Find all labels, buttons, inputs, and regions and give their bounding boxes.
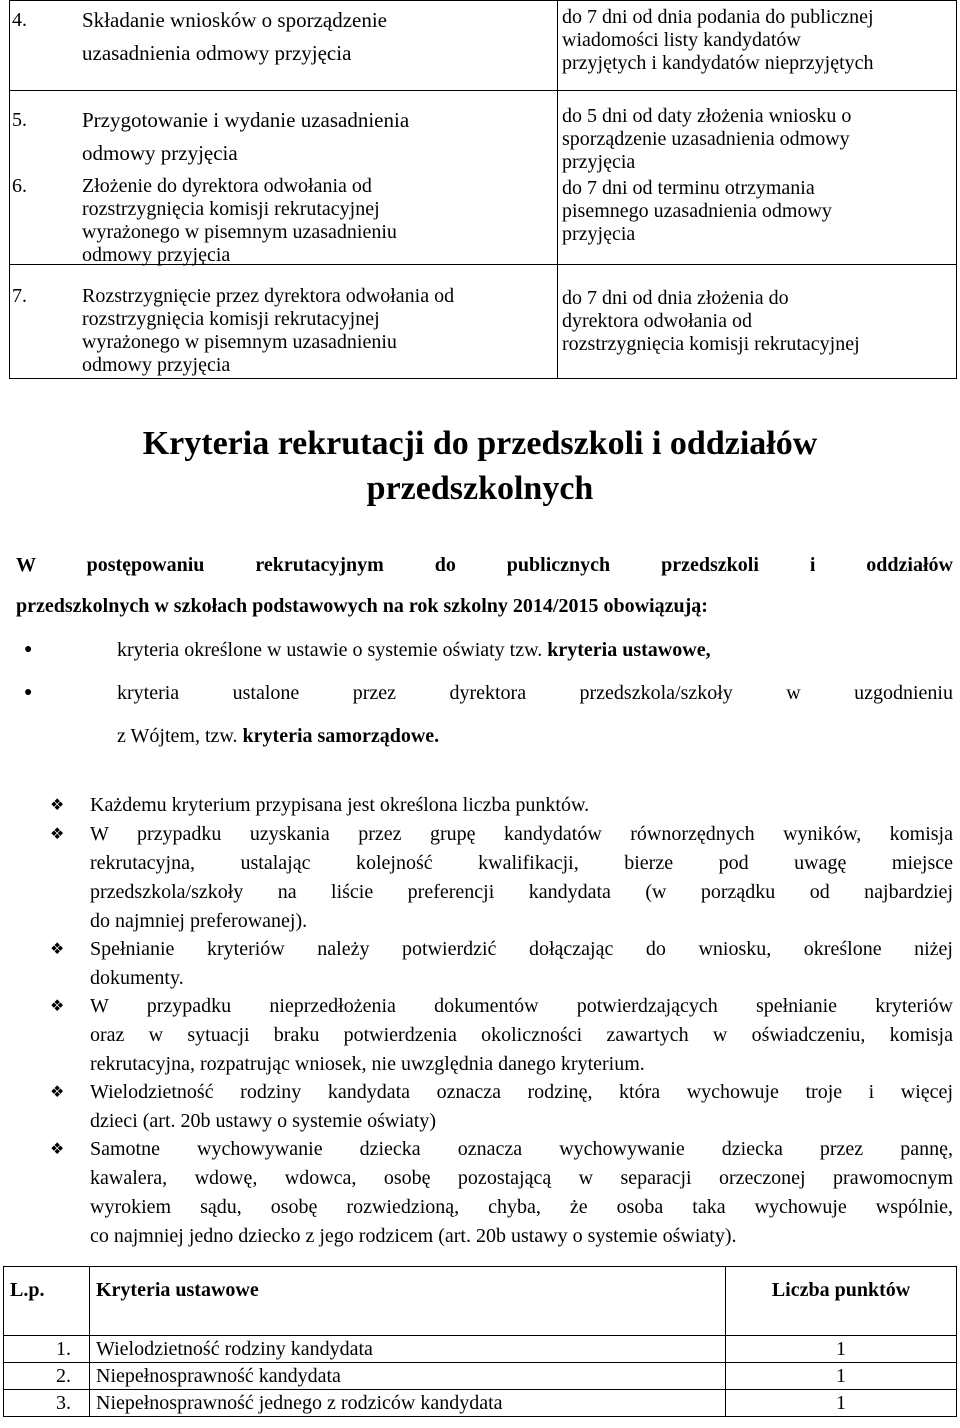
bullet-2-line-2 bbox=[117, 724, 439, 748]
row6-deadline-3: przyjęcia bbox=[562, 223, 636, 245]
rule-2-line-3: przedszkola/szkoły na liście preferencji kandydata (w porządku od najbardziej bbox=[90, 881, 953, 903]
header-criteria: Kryteria ustawowe bbox=[90, 1267, 726, 1336]
row4-num: 4. bbox=[12, 9, 27, 31]
rule-3-line-2: dokumenty. bbox=[90, 967, 184, 989]
row4-deadline-3: przyjętych i kandydatów nieprzyjętych bbox=[562, 52, 874, 74]
row7-action-1: Rozstrzygnięcie przez dyrektora odwołania od bbox=[82, 285, 455, 307]
schedule-table bbox=[9, 0, 957, 379]
rule-4-line-2: oraz w sytuacji braku potwierdzenia okoliczności zawartych w oświadczeniu, komisja bbox=[90, 1024, 953, 1046]
row4-deadline-1: do 7 dni od dnia podania do publicznej bbox=[562, 6, 874, 28]
rule-6-line-4: co najmniej jedno dziecko z jego rodzicem (art. 20b ustawy o systemie oświaty). bbox=[90, 1225, 737, 1247]
row4-action-1: Składanie wniosków o sporządzenie bbox=[82, 8, 388, 32]
row6-num: 6. bbox=[12, 175, 27, 197]
row7-deadline-1: do 7 dni od dnia złożenia do bbox=[562, 287, 789, 309]
rule-2-line-1: W przypadku uzyskania przez grupę kandydatów równorzędnych wyników, komisja bbox=[90, 823, 953, 845]
diamond-icon: ❖ bbox=[50, 795, 65, 814]
diamond-icon: ❖ bbox=[50, 1082, 65, 1101]
row5-deadline-2: sporządzenie uzasadnienia odmowy bbox=[562, 128, 850, 150]
row6-action-4: odmowy przyjęcia bbox=[82, 244, 231, 266]
bullet-2-text: z Wójtem, tzw. bbox=[117, 725, 243, 747]
rule-4-line-1: W przypadku nieprzedłożenia dokumentów potwierdzających spełnianie kryteriów bbox=[90, 995, 953, 1017]
bullet-1 bbox=[117, 638, 711, 662]
table-row bbox=[4, 1390, 957, 1417]
table-row bbox=[4, 1336, 957, 1363]
bullet-1-text: kryteria określone w ustawie o systemie oświaty tzw. bbox=[117, 639, 548, 661]
row-points: 1 bbox=[726, 1363, 957, 1390]
bullet-icon: ● bbox=[24, 642, 33, 657]
criteria-table bbox=[3, 1266, 957, 1417]
intro-line-1: W postępowaniu rekrutacyjnym do publicznych przedszkoli i oddziałów bbox=[16, 554, 953, 576]
header-points: Liczba punktów bbox=[726, 1267, 957, 1336]
page-title-line-1: Kryteria rekrutacji do przedszkoli i oddziałów bbox=[142, 425, 818, 462]
row-criterion: Wielodzietność rodziny kandydata bbox=[90, 1336, 726, 1363]
row4-deadline-2: wiadomości listy kandydatów bbox=[562, 29, 801, 51]
row7-action-2: rozstrzygnięcia komisji rekrutacyjnej bbox=[82, 308, 380, 330]
row6-action-2: rozstrzygnięcia komisji rekrutacyjnej bbox=[82, 198, 380, 220]
row-criterion: Niepełnosprawność jednego z rodziców kandydata bbox=[90, 1390, 726, 1417]
rule-4-line-3: rekrutacyjna, rozpatrując wniosek, nie uwzględnia danego kryterium. bbox=[90, 1053, 645, 1075]
row-lp: 2. bbox=[4, 1363, 90, 1390]
row6-deadline-2: pisemnego uzasadnienia odmowy bbox=[562, 200, 832, 222]
row7-deadline-3: rozstrzygnięcia komisji rekrutacyjnej bbox=[562, 333, 860, 355]
rule-2-line-2: rekrutacyjna, ustalając kolejność kwalifikacji, bierze pod uwagę miejsce bbox=[90, 852, 953, 874]
diamond-icon: ❖ bbox=[50, 939, 65, 958]
row7-deadline-2: dyrektora odwołania od bbox=[562, 310, 752, 332]
table-row bbox=[4, 1363, 957, 1390]
rule-6-line-2: kawalera, wdowę, wdowca, osobę pozostającą w separacji orzeczonej prawomocnym bbox=[90, 1167, 953, 1189]
rule-1-line-1: Każdemu kryterium przypisana jest określona liczba punktów. bbox=[90, 794, 590, 816]
row7-action-3: wyrażonego w pisemnym uzasadnieniu bbox=[82, 331, 397, 353]
rule-3-line-1: Spełnianie kryteriów należy potwierdzić dołączając do wniosku, określone niżej bbox=[90, 938, 953, 960]
diamond-icon: ❖ bbox=[50, 824, 65, 843]
rule-2-line-4: do najmniej preferowanej). bbox=[90, 910, 308, 932]
row6-action-3: wyrażonego w pisemnym uzasadnieniu bbox=[82, 221, 397, 243]
criteria-table-header bbox=[4, 1267, 957, 1336]
row7-num: 7. bbox=[12, 285, 27, 307]
rule-6-line-3: wyrokiem sądu, osobę rozwiedzioną, chyba, że osoba taka wychowuje wspólnie, bbox=[90, 1196, 953, 1218]
bullet-2-line-1: kryteria ustalone przez dyrektora przedszkola/szkoły w uzgodnieniu bbox=[117, 682, 953, 704]
intro-line-2: przedszkolnych w szkołach podstawowych na rok szkolny 2014/2015 obowiązują: bbox=[16, 595, 708, 617]
header-lp: L.p. bbox=[4, 1267, 90, 1336]
row-criterion: Niepełnosprawność kandydata bbox=[90, 1363, 726, 1390]
row6-action-1: Złożenie do dyrektora odwołania od bbox=[82, 175, 372, 197]
diamond-icon: ❖ bbox=[50, 1139, 65, 1158]
row5-deadline-1: do 5 dni od daty złożenia wniosku o bbox=[562, 105, 852, 127]
bullet-2-bold: kryteria samorządowe. bbox=[242, 725, 440, 747]
row5-num: 5. bbox=[12, 109, 27, 131]
bullet-icon: ● bbox=[24, 685, 33, 700]
rule-5-line-2: dzieci (art. 20b ustawy o systemie oświaty) bbox=[90, 1110, 437, 1132]
row5-deadline-3: przyjęcia bbox=[562, 151, 636, 173]
row-lp: 1. bbox=[4, 1336, 90, 1363]
row-points: 1 bbox=[726, 1390, 957, 1417]
diamond-icon: ❖ bbox=[50, 996, 65, 1015]
rule-6-line-1: Samotne wychowywanie dziecka oznacza wychowywanie dziecka przez pannę, bbox=[90, 1138, 953, 1160]
row-points: 1 bbox=[726, 1336, 957, 1363]
row-lp: 3. bbox=[4, 1390, 90, 1417]
page-title-line-2: przedszkolnych bbox=[366, 470, 594, 507]
row7-action-4: odmowy przyjęcia bbox=[82, 354, 231, 376]
rule-5-line-1: Wielodzietność rodziny kandydata oznacza rodzinę, która wychowuje troje i więcej bbox=[90, 1081, 953, 1103]
row5-action-2: odmowy przyjęcia bbox=[82, 141, 238, 165]
row5-action-1: Przygotowanie i wydanie uzasadnienia bbox=[82, 108, 410, 132]
row4-action-2: uzasadnienia odmowy przyjęcia bbox=[82, 41, 352, 65]
row6-deadline-1: do 7 dni od terminu otrzymania bbox=[562, 177, 815, 199]
bullet-1-bold: kryteria ustawowe, bbox=[547, 639, 711, 661]
